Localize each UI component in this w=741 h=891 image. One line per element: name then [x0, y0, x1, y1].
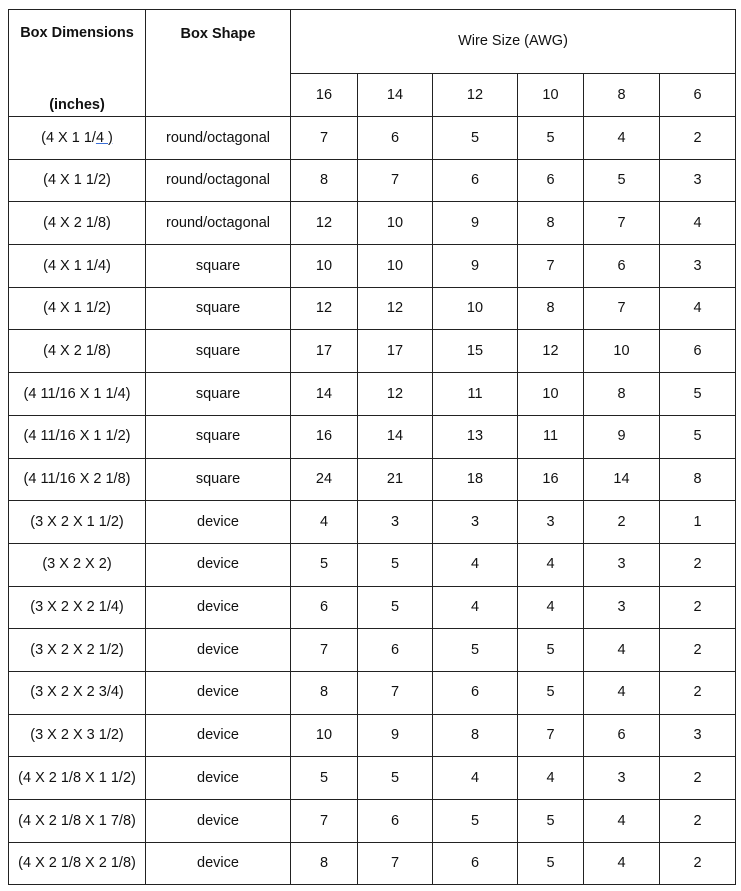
- box-dimensions-header: [9, 10, 146, 117]
- wire-count-cell-awg-6: 1: [660, 501, 736, 544]
- wire-count-cell-awg-10: 7: [518, 245, 584, 288]
- wire-count-cell-awg-8: 3: [584, 586, 660, 629]
- wire-count-cell-awg-10: 5: [518, 117, 584, 160]
- wire-size-table: [8, 9, 736, 885]
- wire-count-cell-awg-12: 5: [433, 629, 518, 672]
- box-shape-cell: device: [146, 586, 291, 629]
- wire-count-cell-awg-14: 10: [358, 245, 433, 288]
- wire-count-cell-awg-6: 8: [660, 458, 736, 501]
- wire-count-cell-awg-8: 14: [584, 458, 660, 501]
- awg-header-12: 12: [433, 74, 518, 117]
- awg-header-10: 10: [518, 74, 584, 117]
- box-dimensions-cell: (3 X 2 X 2 1/4): [9, 586, 146, 629]
- wire-count-cell-awg-16: 10: [291, 245, 358, 288]
- wire-count-cell-awg-16: 7: [291, 117, 358, 160]
- wire-count-cell-awg-8: 4: [584, 629, 660, 672]
- wire-count-cell-awg-8: 6: [584, 245, 660, 288]
- table-row: [9, 757, 736, 800]
- wire-count-cell-awg-10: 5: [518, 629, 584, 672]
- wire-count-cell-awg-6: 2: [660, 629, 736, 672]
- wire-count-cell-awg-12: 13: [433, 415, 518, 458]
- box-shape-cell: device: [146, 757, 291, 800]
- table-row: [9, 287, 736, 330]
- box-shape-cell: device: [146, 842, 291, 885]
- wire-count-cell-awg-12: 18: [433, 458, 518, 501]
- box-dimensions-cell: (3 X 2 X 3 1/2): [9, 714, 146, 757]
- box-dimensions-cell: (3 X 2 X 2): [9, 543, 146, 586]
- header-row-top: [9, 10, 736, 74]
- box-shape-cell: device: [146, 714, 291, 757]
- box-shape-cell: square: [146, 245, 291, 288]
- wire-count-cell-awg-10: 5: [518, 800, 584, 843]
- wire-count-cell-awg-6: 3: [660, 159, 736, 202]
- table-row: [9, 586, 736, 629]
- box-dimensions-cell: (4 11/16 X 2 1/8): [9, 458, 146, 501]
- wire-count-cell-awg-8: 4: [584, 842, 660, 885]
- awg-header-16: 16: [291, 74, 358, 117]
- table-row: [9, 458, 736, 501]
- wire-count-cell-awg-14: 5: [358, 543, 433, 586]
- box-shape-cell: device: [146, 629, 291, 672]
- awg-header-8: 8: [584, 74, 660, 117]
- wire-count-cell-awg-14: 12: [358, 373, 433, 416]
- wire-count-cell-awg-12: 9: [433, 245, 518, 288]
- wire-count-cell-awg-16: 8: [291, 159, 358, 202]
- wire-count-cell-awg-10: 5: [518, 842, 584, 885]
- wire-count-cell-awg-10: 10: [518, 373, 584, 416]
- box-dimensions-cell: (4 X 2 1/8): [9, 202, 146, 245]
- wire-count-cell-awg-16: 16: [291, 415, 358, 458]
- wire-count-cell-awg-16: 6: [291, 586, 358, 629]
- box-shape-cell: square: [146, 458, 291, 501]
- box-shape-cell: square: [146, 330, 291, 373]
- box-dimensions-cell: (4 X 1 1/2): [9, 287, 146, 330]
- wire-count-cell-awg-12: 4: [433, 543, 518, 586]
- wire-count-cell-awg-8: 9: [584, 415, 660, 458]
- wire-count-cell-awg-8: 2: [584, 501, 660, 544]
- box-shape-cell: device: [146, 543, 291, 586]
- wire-count-cell-awg-8: 7: [584, 287, 660, 330]
- wire-count-cell-awg-14: 7: [358, 159, 433, 202]
- table-row: [9, 671, 736, 714]
- wire-count-cell-awg-6: 2: [660, 117, 736, 160]
- box-dimensions-cell: (4 X 2 1/8): [9, 330, 146, 373]
- wire-count-cell-awg-6: 2: [660, 671, 736, 714]
- wire-count-cell-awg-16: 12: [291, 287, 358, 330]
- box-dimensions-text: (4 X 1 1/: [41, 129, 96, 146]
- wire-count-cell-awg-8: 4: [584, 800, 660, 843]
- wire-count-cell-awg-12: 9: [433, 202, 518, 245]
- box-dimensions-cell: (4 X 2 1/8 X 2 1/8): [9, 842, 146, 885]
- box-shape-cell: round/octagonal: [146, 202, 291, 245]
- box-shape-header: [146, 10, 291, 117]
- wire-count-cell-awg-10: 7: [518, 714, 584, 757]
- box-shape-cell: device: [146, 800, 291, 843]
- wire-count-cell-awg-12: 4: [433, 757, 518, 800]
- table-row: [9, 245, 736, 288]
- wire-count-cell-awg-12: 3: [433, 501, 518, 544]
- table-row: [9, 330, 736, 373]
- table-row: [9, 117, 736, 160]
- wire-count-cell-awg-14: 5: [358, 757, 433, 800]
- box-dimensions-cell: (3 X 2 X 2 1/2): [9, 629, 146, 672]
- wire-count-cell-awg-16: 8: [291, 671, 358, 714]
- wire-count-cell-awg-8: 3: [584, 543, 660, 586]
- wire-count-cell-awg-8: 3: [584, 757, 660, 800]
- box-shape-cell: device: [146, 671, 291, 714]
- table-row: [9, 373, 736, 416]
- table-row: [9, 714, 736, 757]
- table-row: [9, 842, 736, 885]
- wire-count-cell-awg-6: 6: [660, 330, 736, 373]
- wire-count-cell-awg-14: 5: [358, 586, 433, 629]
- wire-count-cell-awg-10: 12: [518, 330, 584, 373]
- wire-count-cell-awg-14: 6: [358, 800, 433, 843]
- wire-count-cell-awg-10: 8: [518, 287, 584, 330]
- wire-count-cell-awg-8: 4: [584, 117, 660, 160]
- wire-count-cell-awg-12: 8: [433, 714, 518, 757]
- wire-count-cell-awg-14: 14: [358, 415, 433, 458]
- wire-count-cell-awg-16: 4: [291, 501, 358, 544]
- wire-count-cell-awg-12: 6: [433, 671, 518, 714]
- wire-count-cell-awg-14: 6: [358, 629, 433, 672]
- wire-count-cell-awg-6: 2: [660, 842, 736, 885]
- wire-count-cell-awg-12: 15: [433, 330, 518, 373]
- wire-count-cell-awg-10: 4: [518, 757, 584, 800]
- wire-count-cell-awg-8: 4: [584, 671, 660, 714]
- wire-count-cell-awg-10: 11: [518, 415, 584, 458]
- table-row: [9, 800, 736, 843]
- wire-count-cell-awg-10: 4: [518, 586, 584, 629]
- wire-count-cell-awg-12: 5: [433, 117, 518, 160]
- box-shape-cell: square: [146, 287, 291, 330]
- wire-count-cell-awg-14: 7: [358, 842, 433, 885]
- wire-count-cell-awg-6: 2: [660, 586, 736, 629]
- wire-count-cell-awg-10: 16: [518, 458, 584, 501]
- wire-count-cell-awg-16: 17: [291, 330, 358, 373]
- box-dimensions-title: Box Dimensions: [20, 25, 134, 41]
- wire-count-cell-awg-8: 5: [584, 159, 660, 202]
- wire-count-cell-awg-14: 10: [358, 202, 433, 245]
- wire-count-cell-awg-10: 5: [518, 671, 584, 714]
- wire-count-cell-awg-12: 6: [433, 159, 518, 202]
- table-body: [9, 117, 736, 885]
- wire-count-cell-awg-16: 7: [291, 629, 358, 672]
- awg-header-14: 14: [358, 74, 433, 117]
- wire-count-cell-awg-8: 8: [584, 373, 660, 416]
- wire-count-cell-awg-16: 24: [291, 458, 358, 501]
- box-shape-cell: square: [146, 415, 291, 458]
- wire-count-cell-awg-6: 4: [660, 287, 736, 330]
- wire-count-cell-awg-6: 2: [660, 757, 736, 800]
- wire-count-cell-awg-6: 4: [660, 202, 736, 245]
- wire-count-cell-awg-6: 2: [660, 800, 736, 843]
- wire-count-cell-awg-16: 8: [291, 842, 358, 885]
- wire-count-cell-awg-8: 7: [584, 202, 660, 245]
- wire-count-cell-awg-6: 3: [660, 245, 736, 288]
- box-shape-cell: round/octagonal: [146, 117, 291, 160]
- wire-count-cell-awg-14: 21: [358, 458, 433, 501]
- wire-count-cell-awg-14: 3: [358, 501, 433, 544]
- wire-size-header: Wire Size (AWG): [291, 10, 736, 74]
- box-shape-cell: round/octagonal: [146, 159, 291, 202]
- wire-count-cell-awg-8: 6: [584, 714, 660, 757]
- wire-count-cell-awg-12: 10: [433, 287, 518, 330]
- wire-count-cell-awg-12: 11: [433, 373, 518, 416]
- table-row: [9, 202, 736, 245]
- wire-count-cell-awg-6: 5: [660, 415, 736, 458]
- wire-count-cell-awg-10: 8: [518, 202, 584, 245]
- wire-count-cell-awg-16: 5: [291, 543, 358, 586]
- table-row: [9, 159, 736, 202]
- box-dimensions-cell: (4 11/16 X 1 1/4): [9, 373, 146, 416]
- wire-count-cell-awg-14: 7: [358, 671, 433, 714]
- table-row: [9, 415, 736, 458]
- box-shape-cell: device: [146, 501, 291, 544]
- box-dimensions-unit: (inches): [49, 97, 105, 114]
- wire-count-cell-awg-6: 2: [660, 543, 736, 586]
- wire-count-cell-awg-8: 10: [584, 330, 660, 373]
- wire-count-cell-awg-10: 4: [518, 543, 584, 586]
- box-dimensions-cell: (4 11/16 X 1 1/2): [9, 415, 146, 458]
- box-shape-title: Box Shape: [180, 26, 256, 42]
- wire-count-cell-awg-16: 10: [291, 714, 358, 757]
- wire-count-cell-awg-14: 12: [358, 287, 433, 330]
- box-dimensions-cell: (4 X 2 1/8 X 1 1/2): [9, 757, 146, 800]
- box-dimensions-cell: (3 X 2 X 1 1/2): [9, 501, 146, 544]
- wire-count-cell-awg-10: 6: [518, 159, 584, 202]
- wire-count-cell-awg-16: 5: [291, 757, 358, 800]
- wire-count-cell-awg-12: 6: [433, 842, 518, 885]
- box-dimensions-cell: (3 X 2 X 2 3/4): [9, 671, 146, 714]
- wire-count-cell-awg-12: 5: [433, 800, 518, 843]
- box-dimensions-cell: (4 X 1 1/2): [9, 159, 146, 202]
- wire-count-cell-awg-12: 4: [433, 586, 518, 629]
- box-dimensions-cell: (4 X 2 1/8 X 1 7/8): [9, 800, 146, 843]
- wire-count-cell-awg-10: 3: [518, 501, 584, 544]
- wire-count-cell-awg-6: 5: [660, 373, 736, 416]
- table-row: [9, 543, 736, 586]
- box-dimensions-cell: (4 X 1 1/4): [9, 245, 146, 288]
- wire-count-cell-awg-16: 7: [291, 800, 358, 843]
- wire-count-cell-awg-14: 9: [358, 714, 433, 757]
- box-shape-cell: square: [146, 373, 291, 416]
- awg-header-6: 6: [660, 74, 736, 117]
- wire-count-cell-awg-14: 17: [358, 330, 433, 373]
- table-row: [9, 501, 736, 544]
- wire-count-cell-awg-16: 14: [291, 373, 358, 416]
- wire-count-cell-awg-6: 3: [660, 714, 736, 757]
- box-dimensions-marked-text: 4 ): [95, 129, 113, 146]
- box-dimensions-cell: [9, 117, 146, 160]
- table-row: [9, 629, 736, 672]
- wire-count-cell-awg-16: 12: [291, 202, 358, 245]
- wire-count-cell-awg-14: 6: [358, 117, 433, 160]
